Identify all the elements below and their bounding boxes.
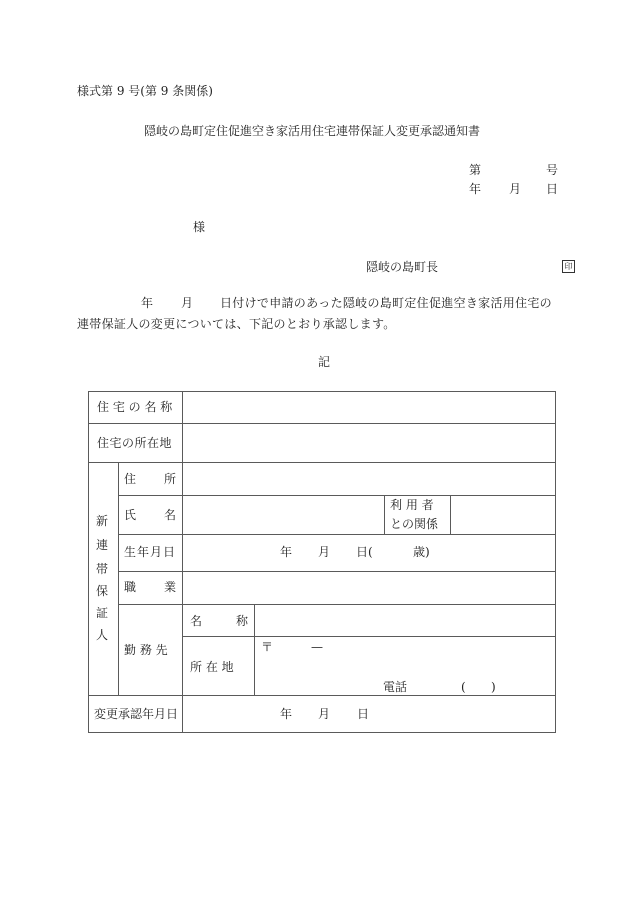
workplace-label: 勤 務 先 (124, 643, 168, 657)
guarantor-group-char: 証 (96, 606, 109, 620)
name-label-part: 名 (164, 508, 177, 522)
occupation-label-part: 業 (164, 580, 177, 594)
birthdate-label: 生年月日 (124, 545, 177, 559)
workplace-location-label: 所 在 地 (190, 660, 234, 674)
doc-number-prefix: 第 (469, 163, 482, 177)
recipient-suffix: 様 (193, 220, 206, 234)
guarantor-group-char: 保 (96, 584, 109, 598)
seal-icon: 印 (562, 260, 575, 273)
occupation-field[interactable] (183, 572, 555, 604)
house-name-field[interactable] (183, 392, 555, 423)
workplace-name-label-part: 名 (190, 614, 203, 628)
doc-date-year: 年 (469, 182, 482, 196)
house-location-field[interactable] (183, 424, 555, 462)
issuer-name: 隠岐の島町長 (366, 260, 439, 274)
approval-date-label: 変更承認年月日 (94, 707, 179, 721)
phone-label: 電話 (383, 680, 408, 694)
birthdate-year: 年 (280, 545, 293, 559)
doc-number-suffix: 号 (546, 163, 559, 177)
guarantor-group-char: 帯 (96, 562, 109, 576)
birthdate-age: 歳) (413, 545, 430, 559)
guarantor-address-field[interactable] (183, 463, 555, 495)
workplace-location-field[interactable] (255, 637, 555, 695)
ki-heading: 記 (318, 355, 331, 369)
body-date-month: 月 (181, 296, 194, 310)
body-line2: 連帯保証人の変更については、下記のとおり承認します。 (77, 317, 396, 331)
approval-date-year: 年 (280, 707, 293, 721)
doc-date-month: 月 (509, 182, 522, 196)
postal-dash: — (311, 640, 323, 654)
house-location-label: 住宅の所在地 (97, 436, 173, 450)
approval-date-month: 月 (318, 707, 331, 721)
guarantor-group-char: 連 (96, 538, 109, 552)
name-label-part: 氏 (124, 508, 137, 522)
approval-date-day: 日 (357, 707, 370, 721)
document-title: 隠岐の島町定住促進空き家活用住宅連帯保証人変更承認通知書 (144, 124, 481, 138)
form-number: 様式第 9 号(第 9 条関係) (77, 84, 213, 98)
doc-date-day: 日 (546, 182, 559, 196)
house-name-label: 住 宅 の 名 称 (97, 400, 173, 414)
body-date-year: 年 (141, 296, 154, 310)
relation-field[interactable] (451, 496, 555, 534)
postal-mark: 〒 (261, 640, 274, 654)
guarantor-group-char: 人 (96, 628, 109, 642)
workplace-name-label-part: 称 (236, 614, 249, 628)
guarantor-group-char: 新 (96, 514, 109, 528)
relation-label-line1: 利 用 者 (390, 498, 434, 512)
birthdate-month: 月 (318, 545, 331, 559)
address-label-part: 所 (164, 472, 177, 486)
birthdate-day: 日( (356, 545, 373, 559)
guarantor-name-field[interactable] (183, 496, 384, 534)
body-line1: 日付けで申請のあった隠岐の島町定住促進空き家活用住宅の (220, 296, 552, 310)
phone-paren-open: ( (461, 680, 466, 694)
workplace-name-field[interactable] (255, 605, 555, 636)
address-label-part: 住 (124, 472, 137, 486)
phone-paren-close: ) (491, 680, 496, 694)
occupation-label-part: 職 (124, 580, 137, 594)
relation-label-line2: との関係 (390, 517, 439, 531)
